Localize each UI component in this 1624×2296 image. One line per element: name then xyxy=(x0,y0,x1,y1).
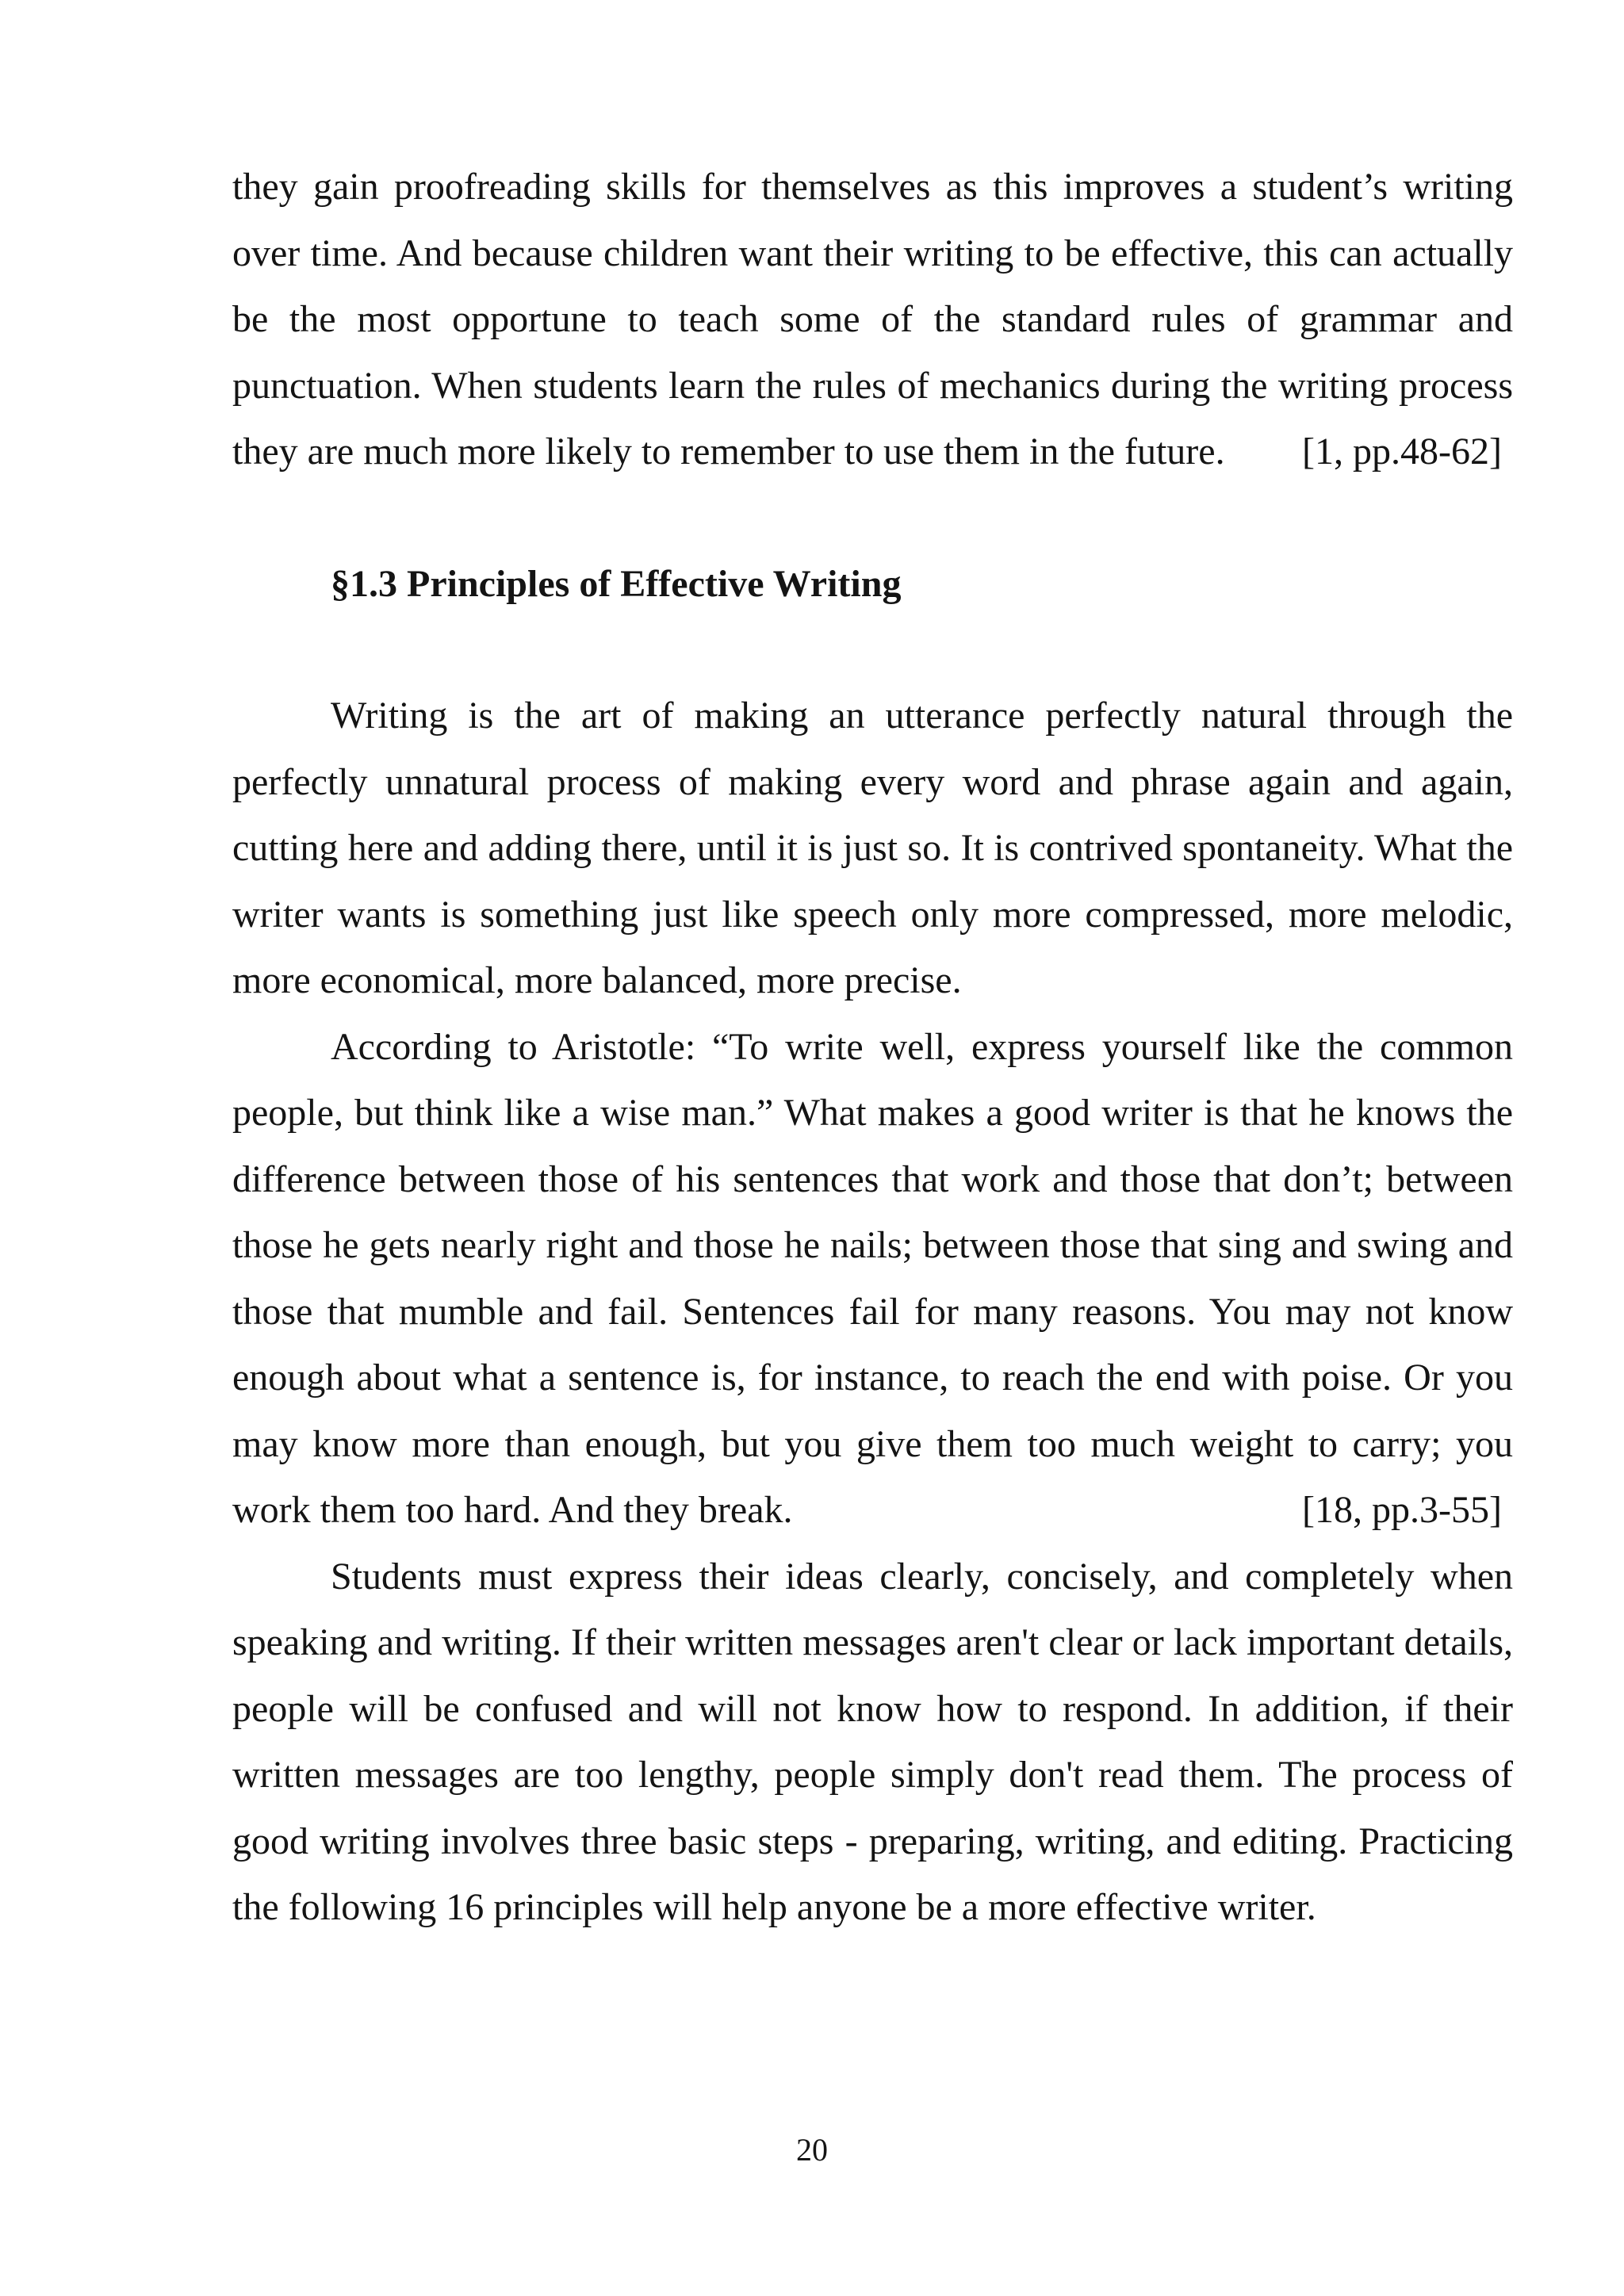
paragraph-aristotle xyxy=(232,1014,1513,1544)
paragraph-proofreading-text: they gain proofreading skills for themselves as this improves a student’s writing over time. And because children want their writing to be effective, this can actually be the most opportune to teach some of the standard rules of grammar and punctuation. When students learn the rules of mechanics during the writing process they are much more likely to remember to use them in the future. xyxy=(232,166,1513,473)
citation-1: [1, pp.48-62] xyxy=(1302,430,1502,473)
paragraph-aristotle-text: According to Aristotle: “To write well, express yourself like the common people, but think like a wise man.” What makes a good writer is that he knows the difference between those of his sentences that work and those that don’t; between those he gets nearly right and those he nails; between those that sing and swing and those that mumble and fail. Sentences fail for many reasons. You may not know enough about what a sentence is, for instance, to reach the end with poise. Or you may know more than enough, but you give them too much weight to carry; you work them too hard. And they break. xyxy=(232,1025,1513,1531)
paragraph-students-express: Students must express their ideas clearly, concisely, and completely when speaking and writing. If their written messages aren't clear or lack important details, people will be confused and will not know how to respond. In addition, if their written messages are too lengthy, people simply don't read them. The process of good writing involves three basic steps - preparing, writing, and editing. Practicing the following 16 principles will help anyone be a more effective writer. xyxy=(232,1555,1513,1928)
paragraph-writing-art: Writing is the art of making an utterance perfectly natural through the perfectly unnatural process of making every word and phrase again and again, cutting here and adding there, until it is just so. It is contrived spontaneity. What the writer wants is something just like speech only more compressed, more melodic, more economical, more balanced, more precise. xyxy=(232,695,1513,1001)
page-body xyxy=(232,154,1513,1941)
page-number: 20 xyxy=(796,2132,828,2168)
paragraph-proofreading xyxy=(232,154,1513,485)
section-heading: §1.3 Principles of Effective Writing xyxy=(331,562,902,605)
citation-18: [18, pp.3-55] xyxy=(1302,1489,1502,1531)
